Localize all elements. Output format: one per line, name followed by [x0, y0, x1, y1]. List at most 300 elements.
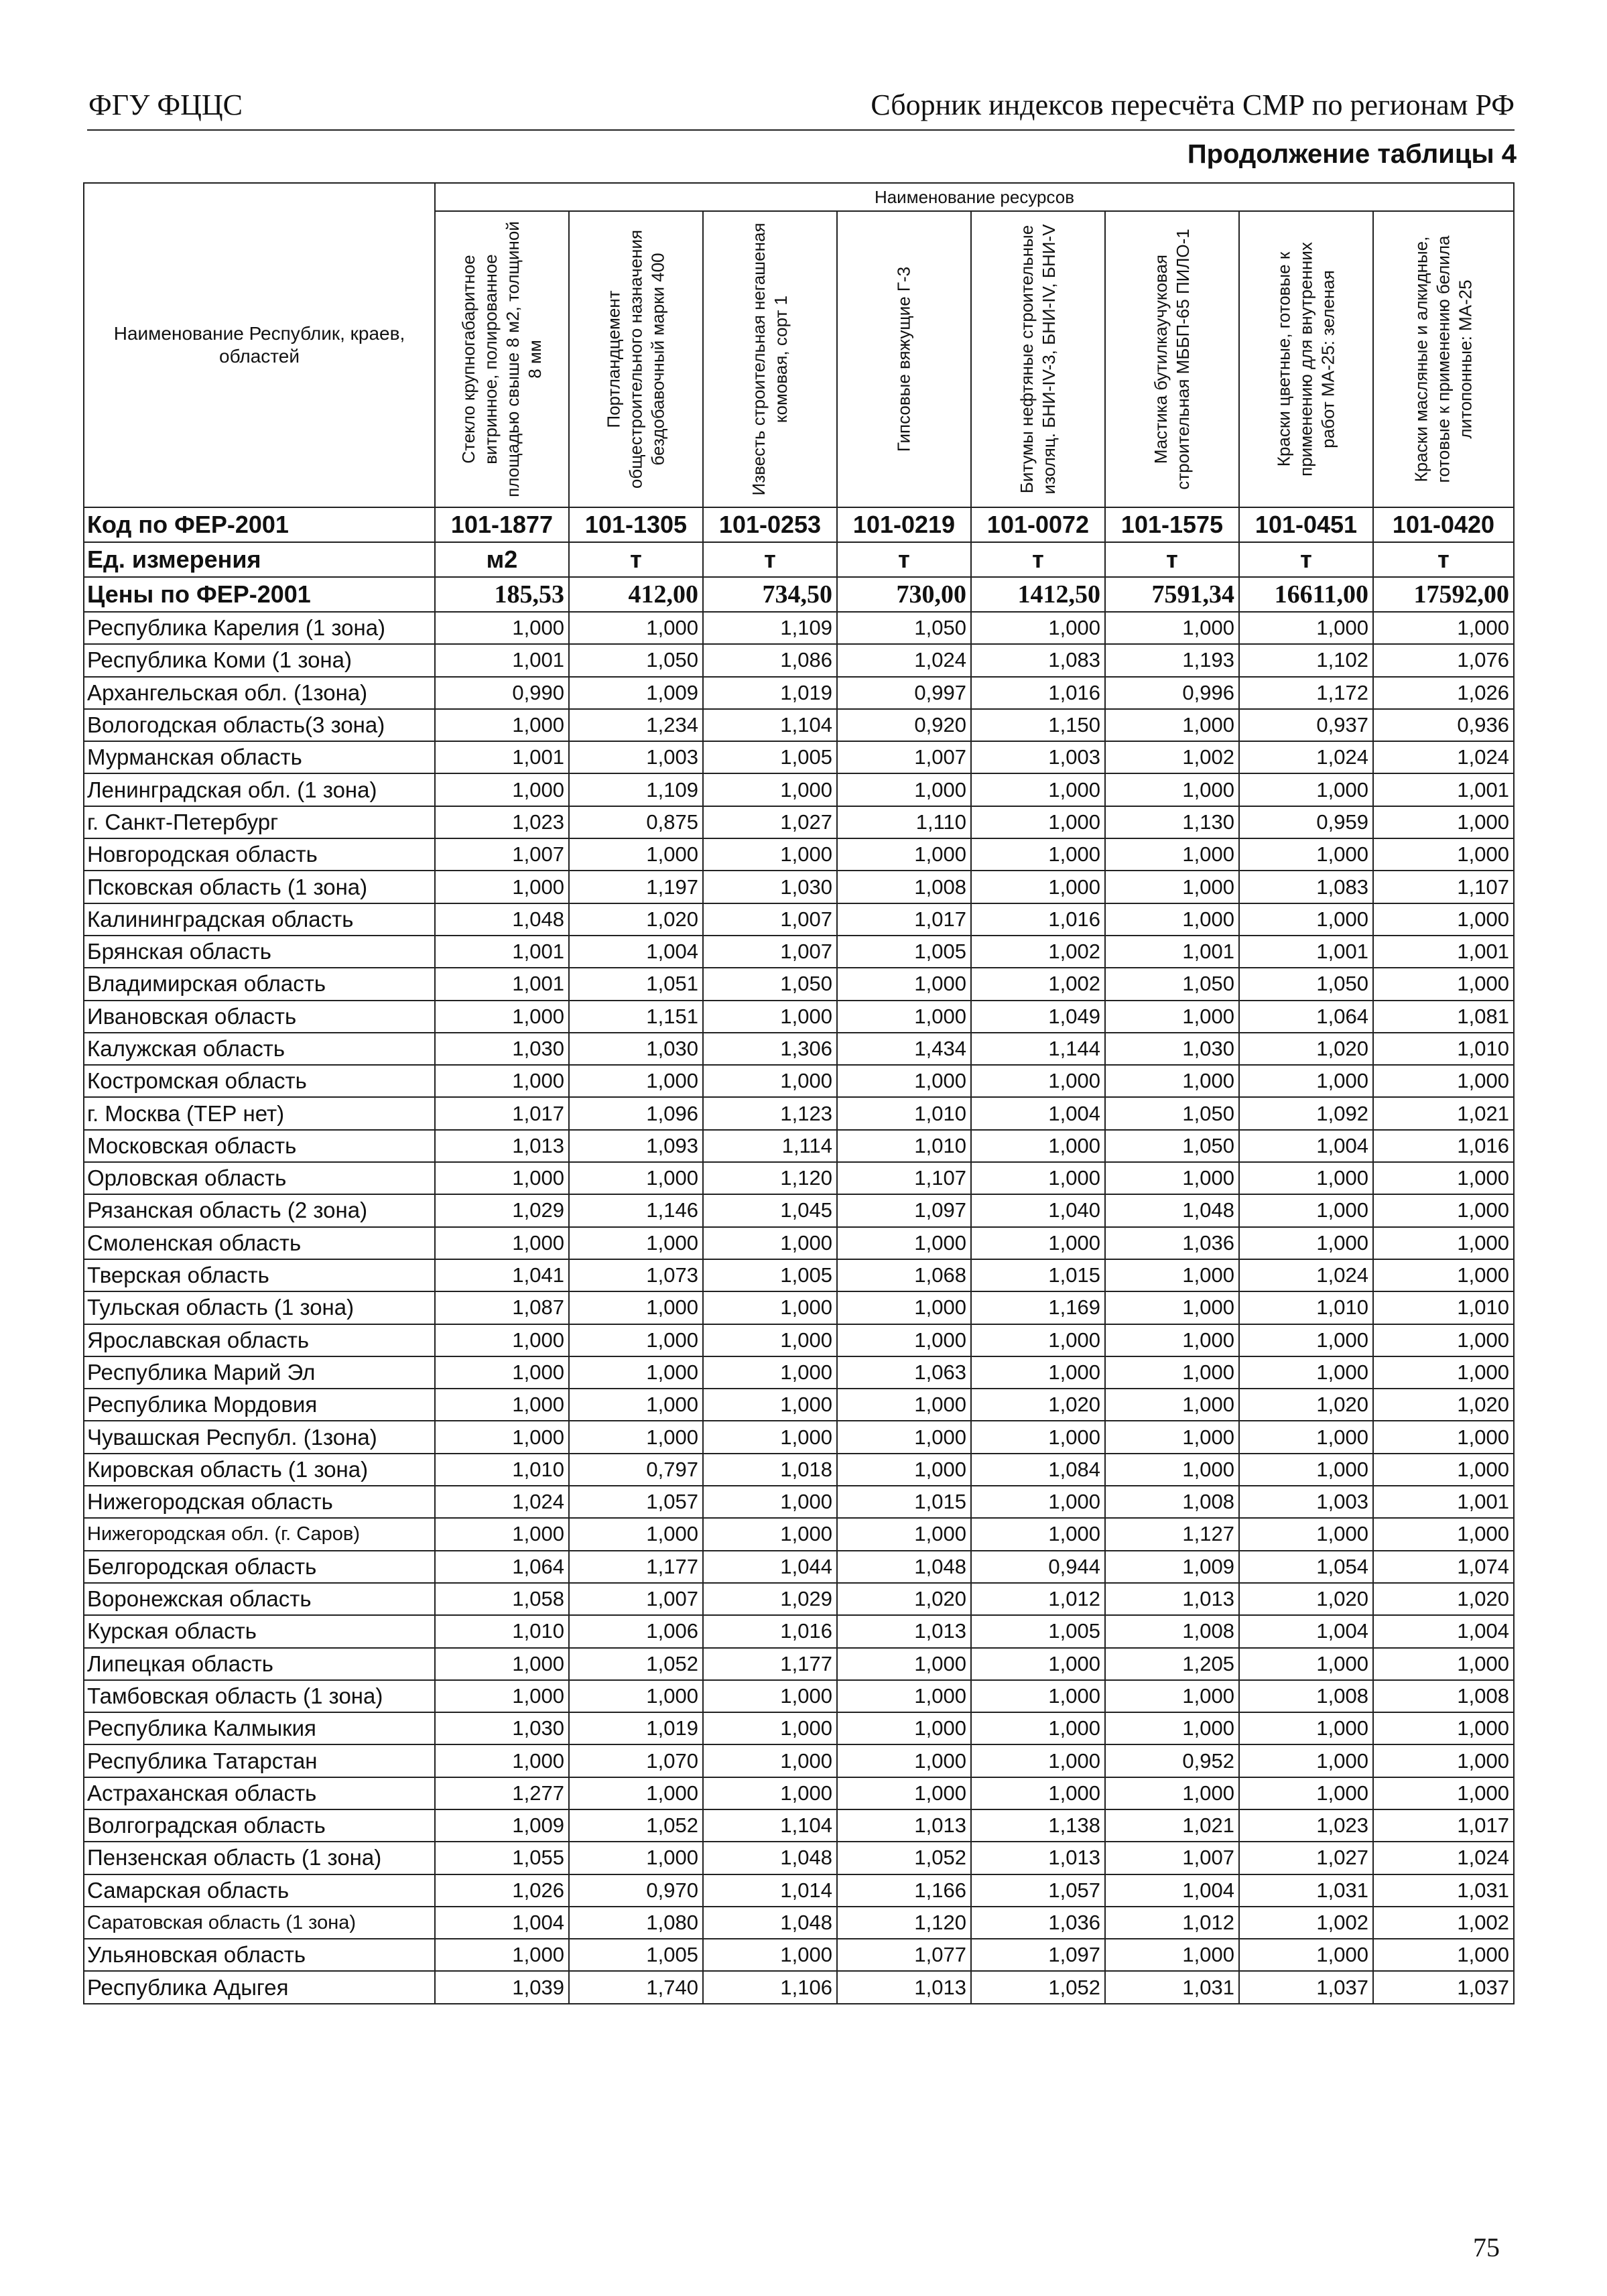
table-row: [84, 773, 1514, 806]
index-value: 1,051: [569, 968, 703, 1000]
table-row: [84, 1486, 1514, 1518]
index-value: 1,000: [837, 1680, 971, 1712]
index-value: 1,000: [1239, 773, 1373, 806]
index-value: 1,063: [837, 1356, 971, 1389]
index-value: 1,000: [703, 1356, 837, 1389]
unit-row-value: т: [1105, 542, 1239, 577]
index-value: 1,138: [971, 1809, 1105, 1842]
index-value: 1,109: [569, 773, 703, 806]
table-row: [84, 1389, 1514, 1421]
index-value: 1,083: [1239, 871, 1373, 903]
index-value: 1,074: [1373, 1551, 1514, 1583]
index-value: 1,006: [569, 1615, 703, 1647]
table-row: [84, 1454, 1514, 1486]
index-value: 1,000: [1239, 1744, 1373, 1777]
region-name: Владимирская область: [84, 968, 435, 1000]
table-row: [84, 1874, 1514, 1907]
table-row: [84, 1097, 1514, 1129]
index-value: 1,000: [837, 1454, 971, 1486]
table-row: [84, 1615, 1514, 1647]
index-value: 1,002: [1105, 741, 1239, 773]
unit-row: [84, 542, 1514, 577]
index-value: 1,097: [837, 1194, 971, 1226]
index-value: 1,000: [971, 871, 1105, 903]
index-value: 1,000: [1105, 612, 1239, 644]
unit-row-value: т: [569, 542, 703, 577]
region-name: Тверская область: [84, 1259, 435, 1291]
code-row-value: 101-0420: [1373, 507, 1514, 542]
index-value: 1,000: [971, 1777, 1105, 1809]
index-value: 1,081: [1373, 1001, 1514, 1033]
index-value: 1,007: [1105, 1842, 1239, 1874]
index-value: 1,000: [837, 1291, 971, 1324]
table-row: [84, 1907, 1514, 1939]
region-name: Астраханская область: [84, 1777, 435, 1809]
region-name: Новгородская область: [84, 838, 435, 871]
index-value: 1,000: [1239, 1065, 1373, 1097]
index-value: 1,080: [569, 1907, 703, 1939]
index-value: 1,000: [1373, 838, 1514, 871]
index-value: 1,020: [837, 1583, 971, 1615]
index-value: 1,045: [703, 1194, 837, 1226]
index-value: 1,000: [435, 1939, 569, 1971]
price-row-value: 730,00: [837, 577, 971, 612]
index-value: 1,000: [435, 1001, 569, 1033]
index-value: 1,000: [1373, 968, 1514, 1000]
index-value: 1,096: [569, 1097, 703, 1129]
index-value: 1,000: [971, 838, 1105, 871]
index-value: 1,024: [837, 644, 971, 676]
index-value: 1,434: [837, 1033, 971, 1065]
region-name: г. Москва (ТЕР нет): [84, 1097, 435, 1129]
table-row: [84, 1680, 1514, 1712]
region-name: Нижегородская область: [84, 1486, 435, 1518]
index-value: 0,920: [837, 709, 971, 741]
index-value: 1,050: [1105, 968, 1239, 1000]
region-name: Нижегородская обл. (г. Саров): [84, 1518, 435, 1550]
index-value: 1,000: [703, 773, 837, 806]
index-value: 1,114: [703, 1130, 837, 1162]
index-value: 1,021: [1373, 1097, 1514, 1129]
region-name: Архангельская обл. (1зона): [84, 677, 435, 709]
index-value: 1,000: [1373, 1744, 1514, 1777]
index-value: 1,000: [703, 1324, 837, 1356]
table-row: [84, 1712, 1514, 1744]
index-value: 1,000: [971, 612, 1105, 644]
index-value: 1,000: [1105, 838, 1239, 871]
price-row-value: 16611,00: [1239, 577, 1373, 612]
index-value: 1,107: [837, 1162, 971, 1194]
index-value: 1,000: [1373, 1454, 1514, 1486]
table-row: [84, 1421, 1514, 1453]
index-value: 1,000: [1239, 1356, 1373, 1389]
index-value: 1,000: [971, 1227, 1105, 1259]
index-value: 1,087: [435, 1291, 569, 1324]
index-value: 1,023: [435, 806, 569, 838]
index-value: 1,277: [435, 1777, 569, 1809]
index-value: 1,000: [1239, 1324, 1373, 1356]
index-value: 1,000: [1105, 1680, 1239, 1712]
index-value: 1,007: [435, 838, 569, 871]
index-value: 1,010: [1239, 1291, 1373, 1324]
index-value: 1,064: [1239, 1001, 1373, 1033]
index-value: 1,004: [569, 936, 703, 968]
price-row-value: 1412,50: [971, 577, 1105, 612]
region-name: Костромская область: [84, 1065, 435, 1097]
index-value: 1,000: [1373, 1939, 1514, 1971]
table-row: [84, 1809, 1514, 1842]
index-value: 1,037: [1373, 1971, 1514, 2003]
index-value: 1,017: [435, 1097, 569, 1129]
index-value: 0,959: [1239, 806, 1373, 838]
index-value: 1,000: [837, 1065, 971, 1097]
index-value: 1,008: [1105, 1615, 1239, 1647]
code-row-value: 101-0072: [971, 507, 1105, 542]
index-value: 1,005: [703, 741, 837, 773]
resource-name: Краски цветные, готовые к применению для внутренних работ МА-25: зеленая: [1273, 242, 1338, 476]
index-value: 1,000: [1239, 1454, 1373, 1486]
table-row: [84, 1356, 1514, 1389]
index-value: 1,015: [837, 1486, 971, 1518]
index-value: 0,970: [569, 1874, 703, 1907]
index-value: 1,031: [1373, 1874, 1514, 1907]
index-value: 1,000: [1373, 1518, 1514, 1550]
index-value: 1,010: [837, 1097, 971, 1129]
resource-header-cell: [971, 211, 1105, 507]
index-value: 1,003: [971, 741, 1105, 773]
index-value: 1,000: [1105, 903, 1239, 936]
index-value: 1,104: [703, 1809, 837, 1842]
index-value: 1,000: [703, 1744, 837, 1777]
index-value: 1,005: [837, 936, 971, 968]
table-row: [84, 1001, 1514, 1033]
index-value: 1,000: [569, 838, 703, 871]
table-row: [84, 1583, 1514, 1615]
index-value: 1,146: [569, 1194, 703, 1226]
index-value: 1,000: [703, 1227, 837, 1259]
index-value: 1,120: [703, 1162, 837, 1194]
index-value: 1,058: [435, 1583, 569, 1615]
index-value: 0,944: [971, 1551, 1105, 1583]
index-value: 1,048: [435, 903, 569, 936]
table-row: [84, 1033, 1514, 1065]
index-value: 1,000: [1373, 1324, 1514, 1356]
index-value: 1,004: [1373, 1615, 1514, 1647]
index-value: 1,306: [703, 1033, 837, 1065]
resource-header-cell: [1373, 211, 1514, 507]
region-name: Ленинградская обл. (1 зона): [84, 773, 435, 806]
unit-row-value: т: [703, 542, 837, 577]
index-value: 0,997: [837, 677, 971, 709]
index-value: 1,068: [837, 1259, 971, 1291]
index-value: 1,002: [971, 968, 1105, 1000]
index-value: 1,001: [435, 936, 569, 968]
index-value: 1,044: [703, 1551, 837, 1583]
table-row: [84, 1194, 1514, 1226]
price-row-value: 734,50: [703, 577, 837, 612]
index-value: 1,000: [971, 806, 1105, 838]
region-name: Мурманская область: [84, 741, 435, 773]
resource-name: Битумы нефтяные строительные изоляц. БНИ-IV-3, БНИ-IV, БНИ-V: [1017, 224, 1059, 495]
index-value: 1,000: [569, 612, 703, 644]
table-row: [84, 1971, 1514, 2003]
index-value: 1,031: [1105, 1971, 1239, 2003]
index-value: 1,027: [1239, 1842, 1373, 1874]
code-row-value: 101-0253: [703, 507, 837, 542]
index-value: 1,000: [1239, 1227, 1373, 1259]
index-value: 1,008: [837, 871, 971, 903]
region-name: Волгоградская область: [84, 1809, 435, 1842]
index-value: 1,000: [837, 838, 971, 871]
index-value: 1,000: [703, 838, 837, 871]
index-value: 1,013: [1105, 1583, 1239, 1615]
index-value: 1,000: [1239, 1712, 1373, 1744]
index-value: 1,014: [703, 1874, 837, 1907]
index-value: 1,000: [703, 1518, 837, 1550]
index-value: 1,001: [1373, 936, 1514, 968]
resource-header-cell: [703, 211, 837, 507]
resources-group-header: Наименование ресурсов: [435, 183, 1514, 211]
index-value: 1,000: [703, 1680, 837, 1712]
index-value: 1,001: [435, 741, 569, 773]
index-value: 1,027: [703, 806, 837, 838]
index-value: 1,000: [971, 1065, 1105, 1097]
index-value: 1,000: [1373, 1356, 1514, 1389]
index-value: 1,013: [837, 1809, 971, 1842]
index-value: 1,130: [1105, 806, 1239, 838]
index-value: 1,000: [1105, 1356, 1239, 1389]
index-value: 1,000: [1239, 612, 1373, 644]
index-value: 1,092: [1239, 1097, 1373, 1129]
index-value: 1,050: [1105, 1130, 1239, 1162]
index-value: 1,030: [435, 1033, 569, 1065]
unit-row-value: т: [1373, 542, 1514, 577]
index-value: 1,000: [1105, 871, 1239, 903]
index-value: 1,020: [1239, 1389, 1373, 1421]
index-value: 1,102: [1239, 644, 1373, 676]
index-value: 1,000: [971, 1518, 1105, 1550]
resource-header-cell: [1239, 211, 1373, 507]
index-value: 1,000: [703, 1065, 837, 1097]
index-value: 1,048: [703, 1842, 837, 1874]
region-name: Пензенская область (1 зона): [84, 1842, 435, 1874]
index-value: 1,036: [1105, 1227, 1239, 1259]
table-row: [84, 1259, 1514, 1291]
index-value: 1,031: [1239, 1874, 1373, 1907]
index-value: 1,000: [837, 1324, 971, 1356]
resource-header-cell: [435, 211, 569, 507]
index-value: 1,086: [703, 644, 837, 676]
index-value: 1,000: [837, 1389, 971, 1421]
index-value: 1,000: [435, 1324, 569, 1356]
index-value: 1,000: [1105, 1065, 1239, 1097]
index-value: 1,000: [1373, 1777, 1514, 1809]
index-value: 1,000: [703, 1939, 837, 1971]
index-value: 1,007: [703, 936, 837, 968]
index-value: 1,009: [435, 1809, 569, 1842]
region-name: Ярославская область: [84, 1324, 435, 1356]
index-value: 1,050: [837, 612, 971, 644]
index-value: 1,740: [569, 1971, 703, 2003]
index-value: 1,024: [1239, 1259, 1373, 1291]
table-row: [84, 1842, 1514, 1874]
code-row-value: 101-1305: [569, 507, 703, 542]
price-row-value: 17592,00: [1373, 577, 1514, 612]
index-value: 1,000: [1105, 1324, 1239, 1356]
index-value: 1,000: [435, 709, 569, 741]
index-value: 1,000: [1239, 903, 1373, 936]
index-value: 1,000: [837, 1001, 971, 1033]
index-value: 1,000: [703, 1712, 837, 1744]
resource-name: Известь строительная негашеная комовая, сорт 1: [749, 222, 791, 496]
index-value: 1,020: [971, 1389, 1105, 1421]
index-value: 1,000: [435, 1744, 569, 1777]
table-row: [84, 1162, 1514, 1194]
index-value: 1,018: [703, 1454, 837, 1486]
index-value: 0,990: [435, 677, 569, 709]
index-value: 1,000: [435, 1162, 569, 1194]
table-row: [84, 1227, 1514, 1259]
index-value: 1,000: [1373, 1065, 1514, 1097]
index-value: 1,017: [1373, 1809, 1514, 1842]
index-value: 1,000: [1239, 1194, 1373, 1226]
region-name: Тамбовская область (1 зона): [84, 1680, 435, 1712]
index-value: 1,001: [1105, 936, 1239, 968]
index-value: 1,005: [703, 1259, 837, 1291]
index-value: 1,050: [703, 968, 837, 1000]
index-value: 1,048: [703, 1907, 837, 1939]
organization-name: ФГУ ФЦЦС: [88, 88, 243, 121]
index-value: 1,144: [971, 1033, 1105, 1065]
region-name: Липецкая область: [84, 1648, 435, 1680]
index-value: 1,000: [1105, 1162, 1239, 1194]
index-value: 1,000: [837, 1712, 971, 1744]
index-value: 1,001: [1373, 773, 1514, 806]
index-value: 1,021: [1105, 1809, 1239, 1842]
index-value: 1,009: [569, 677, 703, 709]
index-value: 1,000: [837, 1648, 971, 1680]
index-value: 1,010: [1373, 1033, 1514, 1065]
index-value: 1,003: [569, 741, 703, 773]
index-value: 1,004: [1239, 1615, 1373, 1647]
index-value: 1,041: [435, 1259, 569, 1291]
index-value: 1,000: [1105, 1777, 1239, 1809]
index-value: 1,000: [703, 1389, 837, 1421]
index-value: 1,000: [435, 1389, 569, 1421]
index-value: 1,000: [1105, 773, 1239, 806]
index-value: 1,010: [435, 1454, 569, 1486]
region-name: Белгородская область: [84, 1551, 435, 1583]
index-value: 1,000: [1105, 1291, 1239, 1324]
index-value: 1,000: [569, 1421, 703, 1453]
table-row: [84, 1324, 1514, 1356]
index-value: 1,104: [703, 709, 837, 741]
code-row-value: 101-1877: [435, 507, 569, 542]
resource-name: Портландцемент общестроительного назначения бездобавочный марки 400: [603, 229, 668, 489]
resource-header-cell: [837, 211, 971, 507]
region-name: Калининградская область: [84, 903, 435, 936]
index-value: 1,000: [569, 1065, 703, 1097]
index-value: 1,000: [971, 1130, 1105, 1162]
index-value: 1,009: [1105, 1551, 1239, 1583]
region-name: Республика Калмыкия: [84, 1712, 435, 1744]
index-value: 1,013: [435, 1130, 569, 1162]
index-value: 1,106: [703, 1971, 837, 2003]
code-row-value: 101-0219: [837, 507, 971, 542]
table-row: [84, 612, 1514, 644]
index-value: 1,169: [971, 1291, 1105, 1324]
index-value: 1,052: [971, 1971, 1105, 2003]
index-value: 1,000: [837, 1744, 971, 1777]
table-row: [84, 871, 1514, 903]
index-value: 1,000: [1105, 1421, 1239, 1453]
index-value: 1,151: [569, 1001, 703, 1033]
index-value: 0,875: [569, 806, 703, 838]
index-value: 1,150: [971, 709, 1105, 741]
table-row: [84, 644, 1514, 676]
region-name: Тульская область (1 зона): [84, 1291, 435, 1324]
table-row: [84, 1130, 1514, 1162]
index-value: 1,000: [837, 968, 971, 1000]
index-value: 1,000: [569, 1356, 703, 1389]
region-column-header: Наименование Республик, краев, областей: [84, 183, 435, 507]
index-value: 1,010: [1373, 1291, 1514, 1324]
index-value: 1,055: [435, 1842, 569, 1874]
index-value: 1,020: [1239, 1583, 1373, 1615]
index-value: 1,000: [569, 1227, 703, 1259]
index-value: 1,000: [1373, 1712, 1514, 1744]
index-value: 1,005: [569, 1939, 703, 1971]
price-row-value: 7591,34: [1105, 577, 1239, 612]
index-value: 1,127: [1105, 1518, 1239, 1550]
index-value: 1,013: [837, 1615, 971, 1647]
index-value: 1,030: [435, 1712, 569, 1744]
index-value: 1,000: [971, 1680, 1105, 1712]
table-row: [84, 741, 1514, 773]
index-value: 1,020: [1373, 1389, 1514, 1421]
index-value: 1,000: [1105, 1389, 1239, 1421]
index-value: 1,000: [435, 1227, 569, 1259]
index-value: 1,013: [837, 1971, 971, 2003]
index-value: 1,026: [1373, 677, 1514, 709]
index-value: 1,000: [1105, 709, 1239, 741]
index-value: 1,050: [1239, 968, 1373, 1000]
index-value: 1,016: [1373, 1130, 1514, 1162]
index-value: 1,010: [837, 1130, 971, 1162]
index-value: 1,000: [971, 1486, 1105, 1518]
resource-name: Стекло крупногабаритное витринное, полированное площадью свыше 8 м2, толщиной 8 мм: [458, 221, 545, 497]
index-value: 1,000: [1239, 1648, 1373, 1680]
region-name: Республика Марий Эл: [84, 1356, 435, 1389]
region-name: Псковская область (1 зона): [84, 871, 435, 903]
index-value: 1,054: [1239, 1551, 1373, 1583]
table-row: [84, 806, 1514, 838]
index-value: 1,008: [1239, 1680, 1373, 1712]
index-value: 0,797: [569, 1454, 703, 1486]
index-value: 1,001: [435, 968, 569, 1000]
index-value: 1,093: [569, 1130, 703, 1162]
index-value: 1,007: [703, 903, 837, 936]
index-value: 1,013: [971, 1842, 1105, 1874]
region-name: Смоленская область: [84, 1227, 435, 1259]
index-value: 1,000: [971, 1162, 1105, 1194]
index-value: 1,000: [1373, 1194, 1514, 1226]
index-value: 1,193: [1105, 644, 1239, 676]
index-value: 1,234: [569, 709, 703, 741]
index-value: 1,001: [1239, 936, 1373, 968]
index-value: 1,120: [837, 1907, 971, 1939]
index-value: 1,000: [971, 773, 1105, 806]
